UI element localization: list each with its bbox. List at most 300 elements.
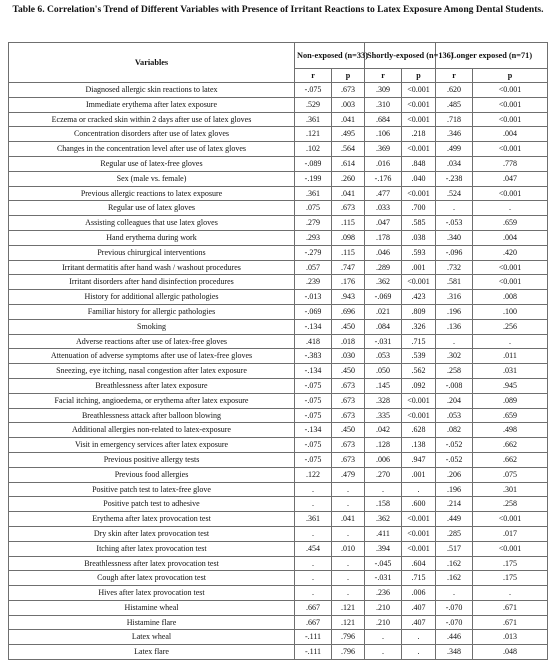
r-value-cell: -.089 bbox=[295, 156, 332, 171]
variable-label: Assisting colleagues that use latex gloves bbox=[9, 216, 295, 231]
r-value-cell: .362 bbox=[365, 512, 402, 527]
r-value-cell: -.008 bbox=[436, 378, 473, 393]
r-value-cell: .362 bbox=[365, 275, 402, 290]
r-value-cell: .285 bbox=[436, 526, 473, 541]
variable-label: Diagnosed allergic skin reactions to latex bbox=[9, 83, 295, 98]
variable-label: Visit in emergency services after latex exposure bbox=[9, 438, 295, 453]
r-value-cell: . bbox=[295, 526, 332, 541]
p-value-cell: .420 bbox=[473, 245, 548, 260]
p-value-cell: .604 bbox=[402, 556, 436, 571]
r-value-cell: -.075 bbox=[295, 393, 332, 408]
r-value-cell: . bbox=[295, 482, 332, 497]
table-row bbox=[9, 600, 548, 615]
r-value-cell: -.052 bbox=[436, 438, 473, 453]
group-header-non-exposed: Non-exposed (n=33) bbox=[295, 43, 365, 69]
p-value-cell: . bbox=[332, 482, 365, 497]
variable-label: Irritant disorders after hand disinfection procedures bbox=[9, 275, 295, 290]
variable-label: Changes in the concentration level after use of latex gloves bbox=[9, 142, 295, 157]
p-value-cell: .041 bbox=[332, 512, 365, 527]
r-value-cell: .082 bbox=[436, 423, 473, 438]
p-value-cell: .018 bbox=[332, 334, 365, 349]
variable-label: Immediate erythema after latex exposure bbox=[9, 97, 295, 112]
p-value-cell: .498 bbox=[473, 423, 548, 438]
variable-label: Cough after latex provocation test bbox=[9, 571, 295, 586]
table-row bbox=[9, 112, 548, 127]
p-value-cell: <0.001 bbox=[402, 512, 436, 527]
r-value-cell: -.134 bbox=[295, 319, 332, 334]
p-value-cell: .098 bbox=[332, 230, 365, 245]
r-value-cell: .581 bbox=[436, 275, 473, 290]
r-value-cell: -.134 bbox=[295, 423, 332, 438]
variable-label: Breathlessness attack after balloon blowing bbox=[9, 408, 295, 423]
r-value-cell: . bbox=[365, 630, 402, 645]
p-value-cell: .673 bbox=[332, 393, 365, 408]
header-row bbox=[9, 43, 548, 69]
variable-label: Concentration disorders after use of latex gloves bbox=[9, 127, 295, 142]
p-value-cell: .004 bbox=[473, 127, 548, 142]
r-value-cell: .206 bbox=[436, 467, 473, 482]
p-value-cell: .848 bbox=[402, 156, 436, 171]
r-value-cell: -.199 bbox=[295, 171, 332, 186]
p-value-cell: .796 bbox=[332, 645, 365, 660]
r-value-cell: .667 bbox=[295, 600, 332, 615]
r-value-cell: .050 bbox=[365, 364, 402, 379]
p-value-cell: .138 bbox=[402, 438, 436, 453]
r-value-cell: .122 bbox=[295, 467, 332, 482]
table-row bbox=[9, 438, 548, 453]
r-value-cell: .335 bbox=[365, 408, 402, 423]
r-value-cell: .210 bbox=[365, 600, 402, 615]
p-value-cell: <0.001 bbox=[473, 97, 548, 112]
p-value-cell: .004 bbox=[473, 230, 548, 245]
r-value-cell: .075 bbox=[295, 201, 332, 216]
variable-label: Latex wheal bbox=[9, 630, 295, 645]
variable-label: Adverse reactions after use of latex-free gloves bbox=[9, 334, 295, 349]
subheader-r: r bbox=[365, 69, 402, 83]
r-value-cell: -.075 bbox=[295, 378, 332, 393]
p-value-cell: .778 bbox=[473, 156, 548, 171]
table-row bbox=[9, 97, 548, 112]
r-value-cell: .667 bbox=[295, 615, 332, 630]
variable-label: History for additional allergic pathologies bbox=[9, 290, 295, 305]
table-row bbox=[9, 512, 548, 527]
r-value-cell: .449 bbox=[436, 512, 473, 527]
r-value-cell: .033 bbox=[365, 201, 402, 216]
p-value-cell: .040 bbox=[402, 171, 436, 186]
r-value-cell: .346 bbox=[436, 127, 473, 142]
r-value-cell: . bbox=[436, 586, 473, 601]
r-value-cell: .047 bbox=[365, 216, 402, 231]
r-value-cell: .106 bbox=[365, 127, 402, 142]
r-value-cell: .340 bbox=[436, 230, 473, 245]
r-value-cell: .102 bbox=[295, 142, 332, 157]
p-value-cell: .747 bbox=[332, 260, 365, 275]
r-value-cell: .499 bbox=[436, 142, 473, 157]
table-row bbox=[9, 467, 548, 482]
p-value-cell: .031 bbox=[473, 364, 548, 379]
table-row bbox=[9, 497, 548, 512]
r-value-cell: .239 bbox=[295, 275, 332, 290]
p-value-cell: .407 bbox=[402, 615, 436, 630]
table-row bbox=[9, 290, 548, 305]
r-value-cell: . bbox=[295, 571, 332, 586]
r-value-cell: -.176 bbox=[365, 171, 402, 186]
r-value-cell: . bbox=[436, 334, 473, 349]
subheader-p: p bbox=[473, 69, 548, 83]
r-value-cell: .684 bbox=[365, 112, 402, 127]
correlation-table bbox=[8, 42, 548, 660]
variable-label: Positive patch test to latex-free glove bbox=[9, 482, 295, 497]
r-value-cell: .121 bbox=[295, 127, 332, 142]
r-value-cell: .196 bbox=[436, 482, 473, 497]
r-value-cell: .162 bbox=[436, 556, 473, 571]
r-value-cell: .718 bbox=[436, 112, 473, 127]
table-row bbox=[9, 482, 548, 497]
variable-label: Smoking bbox=[9, 319, 295, 334]
r-value-cell: .485 bbox=[436, 97, 473, 112]
table-row bbox=[9, 216, 548, 231]
p-value-cell: <0.001 bbox=[473, 541, 548, 556]
r-value-cell: .258 bbox=[436, 364, 473, 379]
table-row bbox=[9, 127, 548, 142]
p-value-cell: <0.001 bbox=[473, 275, 548, 290]
p-value-cell: .407 bbox=[402, 600, 436, 615]
table-row bbox=[9, 275, 548, 290]
p-value-cell: <0.001 bbox=[473, 512, 548, 527]
r-value-cell: .328 bbox=[365, 393, 402, 408]
p-value-cell: .001 bbox=[402, 467, 436, 482]
variable-label: Previous chirurgical interventions bbox=[9, 245, 295, 260]
table-row bbox=[9, 304, 548, 319]
r-value-cell: .270 bbox=[365, 467, 402, 482]
variable-label: Latex flare bbox=[9, 645, 295, 660]
r-value-cell: .136 bbox=[436, 319, 473, 334]
variable-label: Attenuation of adverse symptoms after use of latex-free gloves bbox=[9, 349, 295, 364]
variable-label: Sneezing, eye itching, nasal congestion after latex exposure bbox=[9, 364, 295, 379]
variable-label: Itching after latex provocation test bbox=[9, 541, 295, 556]
r-value-cell: -.111 bbox=[295, 645, 332, 660]
r-value-cell: .361 bbox=[295, 112, 332, 127]
p-value-cell: .562 bbox=[402, 364, 436, 379]
subheader-p: p bbox=[402, 69, 436, 83]
r-value-cell: -.075 bbox=[295, 438, 332, 453]
r-value-cell: -.070 bbox=[436, 615, 473, 630]
p-value-cell: .593 bbox=[402, 245, 436, 260]
table-row bbox=[9, 364, 548, 379]
r-value-cell: -.111 bbox=[295, 630, 332, 645]
r-value-cell: -.096 bbox=[436, 245, 473, 260]
p-value-cell: .301 bbox=[473, 482, 548, 497]
p-value-cell: .947 bbox=[402, 452, 436, 467]
p-value-cell: .047 bbox=[473, 171, 548, 186]
r-value-cell: .053 bbox=[365, 349, 402, 364]
variable-label: Regular use of latex-free gloves bbox=[9, 156, 295, 171]
p-value-cell: .423 bbox=[402, 290, 436, 305]
table-row bbox=[9, 171, 548, 186]
p-value-cell: <0.001 bbox=[402, 275, 436, 290]
r-value-cell: -.238 bbox=[436, 171, 473, 186]
variable-label: Breathlessness after latex provocation test bbox=[9, 556, 295, 571]
p-value-cell: .013 bbox=[473, 630, 548, 645]
variables-header: Variables bbox=[9, 43, 295, 83]
r-value-cell: .361 bbox=[295, 512, 332, 527]
subheader-r: r bbox=[436, 69, 473, 83]
r-value-cell: .196 bbox=[436, 304, 473, 319]
p-value-cell: .673 bbox=[332, 378, 365, 393]
table-row bbox=[9, 571, 548, 586]
r-value-cell: .394 bbox=[365, 541, 402, 556]
p-value-cell: .659 bbox=[473, 216, 548, 231]
p-value-cell: <0.001 bbox=[402, 393, 436, 408]
r-value-cell: .517 bbox=[436, 541, 473, 556]
r-value-cell: -.075 bbox=[295, 83, 332, 98]
p-value-cell: . bbox=[402, 645, 436, 660]
r-value-cell: .006 bbox=[365, 452, 402, 467]
p-value-cell: .796 bbox=[332, 630, 365, 645]
p-value-cell: .030 bbox=[332, 349, 365, 364]
p-value-cell: .614 bbox=[332, 156, 365, 171]
p-value-cell: .673 bbox=[332, 83, 365, 98]
p-value-cell: .092 bbox=[402, 378, 436, 393]
r-value-cell: .732 bbox=[436, 260, 473, 275]
table-row bbox=[9, 541, 548, 556]
p-value-cell: <0.001 bbox=[473, 112, 548, 127]
p-value-cell: .673 bbox=[332, 452, 365, 467]
r-value-cell: .084 bbox=[365, 319, 402, 334]
r-value-cell: . bbox=[365, 645, 402, 660]
r-value-cell: -.383 bbox=[295, 349, 332, 364]
variable-label: Regular use of latex gloves bbox=[9, 201, 295, 216]
table-row bbox=[9, 645, 548, 660]
variable-label: Facial itching, angioedema, or erythema after latex exposure bbox=[9, 393, 295, 408]
p-value-cell: .011 bbox=[473, 349, 548, 364]
p-value-cell: <0.001 bbox=[402, 541, 436, 556]
r-value-cell: -.052 bbox=[436, 452, 473, 467]
p-value-cell: .673 bbox=[332, 438, 365, 453]
r-value-cell: -.031 bbox=[365, 571, 402, 586]
variable-label: Irritant dermatitis after hand wash / washout procedures bbox=[9, 260, 295, 275]
r-value-cell: .053 bbox=[436, 408, 473, 423]
p-value-cell: .100 bbox=[473, 304, 548, 319]
p-value-cell: .696 bbox=[332, 304, 365, 319]
p-value-cell: . bbox=[332, 586, 365, 601]
p-value-cell: <0.001 bbox=[473, 260, 548, 275]
r-value-cell: .477 bbox=[365, 186, 402, 201]
r-value-cell: .529 bbox=[295, 97, 332, 112]
p-value-cell: .450 bbox=[332, 319, 365, 334]
p-value-cell: <0.001 bbox=[402, 408, 436, 423]
variable-label: Histamine flare bbox=[9, 615, 295, 630]
r-value-cell: -.075 bbox=[295, 452, 332, 467]
p-value-cell: .017 bbox=[473, 526, 548, 541]
p-value-cell: <0.001 bbox=[402, 186, 436, 201]
table-row bbox=[9, 378, 548, 393]
r-value-cell: .162 bbox=[436, 571, 473, 586]
p-value-cell: . bbox=[473, 586, 548, 601]
p-value-cell: .256 bbox=[473, 319, 548, 334]
r-value-cell: -.069 bbox=[295, 304, 332, 319]
p-value-cell: .075 bbox=[473, 467, 548, 482]
table-row bbox=[9, 245, 548, 260]
p-value-cell: .585 bbox=[402, 216, 436, 231]
p-value-cell: .715 bbox=[402, 571, 436, 586]
r-value-cell: .204 bbox=[436, 393, 473, 408]
table-row bbox=[9, 526, 548, 541]
p-value-cell: .121 bbox=[332, 615, 365, 630]
p-value-cell: .008 bbox=[473, 290, 548, 305]
table-row bbox=[9, 230, 548, 245]
r-value-cell: . bbox=[365, 482, 402, 497]
r-value-cell: -.279 bbox=[295, 245, 332, 260]
p-value-cell: .662 bbox=[473, 452, 548, 467]
p-value-cell: .041 bbox=[332, 112, 365, 127]
group-header-shortly-exposed: Shortly-exposed (n=136) bbox=[365, 43, 436, 69]
p-value-cell: <0.001 bbox=[402, 526, 436, 541]
variable-label: Positive patch test to adhesive bbox=[9, 497, 295, 512]
p-value-cell: .662 bbox=[473, 438, 548, 453]
r-value-cell: .034 bbox=[436, 156, 473, 171]
p-value-cell: <0.001 bbox=[402, 83, 436, 98]
p-value-cell: .175 bbox=[473, 556, 548, 571]
table-row bbox=[9, 556, 548, 571]
r-value-cell: .289 bbox=[365, 260, 402, 275]
p-value-cell: <0.001 bbox=[402, 97, 436, 112]
table-row bbox=[9, 319, 548, 334]
p-value-cell: <0.001 bbox=[402, 142, 436, 157]
p-value-cell: .659 bbox=[473, 408, 548, 423]
p-value-cell: .326 bbox=[402, 319, 436, 334]
variable-label: Hand erythema during work bbox=[9, 230, 295, 245]
variable-label: Previous allergic reactions to latex exposure bbox=[9, 186, 295, 201]
p-value-cell: <0.001 bbox=[473, 83, 548, 98]
variable-label: Previous positive allergy tests bbox=[9, 452, 295, 467]
p-value-cell: .001 bbox=[402, 260, 436, 275]
p-value-cell: .673 bbox=[332, 408, 365, 423]
r-value-cell: -.134 bbox=[295, 364, 332, 379]
group-header-longer-exposed: Longer exposed (n=71) bbox=[436, 43, 548, 69]
p-value-cell: .089 bbox=[473, 393, 548, 408]
table-row bbox=[9, 260, 548, 275]
p-value-cell: .628 bbox=[402, 423, 436, 438]
r-value-cell: .369 bbox=[365, 142, 402, 157]
table-row bbox=[9, 615, 548, 630]
r-value-cell: . bbox=[295, 586, 332, 601]
p-value-cell: .715 bbox=[402, 334, 436, 349]
r-value-cell: .302 bbox=[436, 349, 473, 364]
r-value-cell: -.013 bbox=[295, 290, 332, 305]
r-value-cell: .411 bbox=[365, 526, 402, 541]
variable-label: Eczema or cracked skin within 2 days after use of latex gloves bbox=[9, 112, 295, 127]
table-row bbox=[9, 83, 548, 98]
r-value-cell: .310 bbox=[365, 97, 402, 112]
p-value-cell: .809 bbox=[402, 304, 436, 319]
table-row bbox=[9, 452, 548, 467]
r-value-cell: .042 bbox=[365, 423, 402, 438]
table-row bbox=[9, 423, 548, 438]
p-value-cell: .564 bbox=[332, 142, 365, 157]
p-value-cell: . bbox=[402, 482, 436, 497]
r-value-cell: .236 bbox=[365, 586, 402, 601]
subheader-p: p bbox=[332, 69, 365, 83]
table-row bbox=[9, 408, 548, 423]
r-value-cell: .361 bbox=[295, 186, 332, 201]
variable-label: Additional allergies non-related to latex-exposure bbox=[9, 423, 295, 438]
table-row bbox=[9, 156, 548, 171]
p-value-cell: . bbox=[332, 497, 365, 512]
table-row bbox=[9, 630, 548, 645]
table-row bbox=[9, 334, 548, 349]
p-value-cell: .176 bbox=[332, 275, 365, 290]
r-value-cell: .016 bbox=[365, 156, 402, 171]
p-value-cell: .673 bbox=[332, 201, 365, 216]
p-value-cell: .600 bbox=[402, 497, 436, 512]
r-value-cell: .128 bbox=[365, 438, 402, 453]
r-value-cell: .620 bbox=[436, 83, 473, 98]
p-value-cell: . bbox=[473, 334, 548, 349]
p-value-cell: .539 bbox=[402, 349, 436, 364]
p-value-cell: <0.001 bbox=[473, 186, 548, 201]
r-value-cell: .348 bbox=[436, 645, 473, 660]
p-value-cell: .121 bbox=[332, 600, 365, 615]
r-value-cell: -.045 bbox=[365, 556, 402, 571]
p-value-cell: . bbox=[332, 526, 365, 541]
p-value-cell: .450 bbox=[332, 423, 365, 438]
table-row bbox=[9, 142, 548, 157]
table-row bbox=[9, 186, 548, 201]
p-value-cell: .450 bbox=[332, 364, 365, 379]
p-value-cell: .038 bbox=[402, 230, 436, 245]
p-value-cell: . bbox=[332, 556, 365, 571]
table-row bbox=[9, 201, 548, 216]
p-value-cell: .175 bbox=[473, 571, 548, 586]
r-value-cell: -.069 bbox=[365, 290, 402, 305]
p-value-cell: .006 bbox=[402, 586, 436, 601]
r-value-cell: .293 bbox=[295, 230, 332, 245]
p-value-cell: .943 bbox=[332, 290, 365, 305]
p-value-cell: .115 bbox=[332, 245, 365, 260]
r-value-cell: .279 bbox=[295, 216, 332, 231]
p-value-cell: .218 bbox=[402, 127, 436, 142]
variable-label: Hives after latex provocation test bbox=[9, 586, 295, 601]
r-value-cell: .210 bbox=[365, 615, 402, 630]
p-value-cell: .700 bbox=[402, 201, 436, 216]
r-value-cell: -.070 bbox=[436, 600, 473, 615]
r-value-cell: .454 bbox=[295, 541, 332, 556]
r-value-cell: .145 bbox=[365, 378, 402, 393]
p-value-cell: .945 bbox=[473, 378, 548, 393]
variable-label: Dry skin after latex provocation test bbox=[9, 526, 295, 541]
r-value-cell: .316 bbox=[436, 290, 473, 305]
p-value-cell: .260 bbox=[332, 171, 365, 186]
r-value-cell: . bbox=[295, 556, 332, 571]
p-value-cell: <0.001 bbox=[402, 112, 436, 127]
r-value-cell: .524 bbox=[436, 186, 473, 201]
r-value-cell: .309 bbox=[365, 83, 402, 98]
r-value-cell: .178 bbox=[365, 230, 402, 245]
p-value-cell: .495 bbox=[332, 127, 365, 142]
r-value-cell: .046 bbox=[365, 245, 402, 260]
p-value-cell: .671 bbox=[473, 615, 548, 630]
table-row bbox=[9, 586, 548, 601]
p-value-cell: .003 bbox=[332, 97, 365, 112]
table-row bbox=[9, 393, 548, 408]
variable-label: Histamine wheal bbox=[9, 600, 295, 615]
table-caption: Table 6. Correlation's Trend of Different Variables with Presence of Irritant Reactions to Latex Exposure Among Dental Students. bbox=[12, 4, 544, 15]
p-value-cell: .258 bbox=[473, 497, 548, 512]
variable-label: Erythema after latex provocation test bbox=[9, 512, 295, 527]
p-value-cell: .671 bbox=[473, 600, 548, 615]
p-value-cell: <0.001 bbox=[473, 142, 548, 157]
